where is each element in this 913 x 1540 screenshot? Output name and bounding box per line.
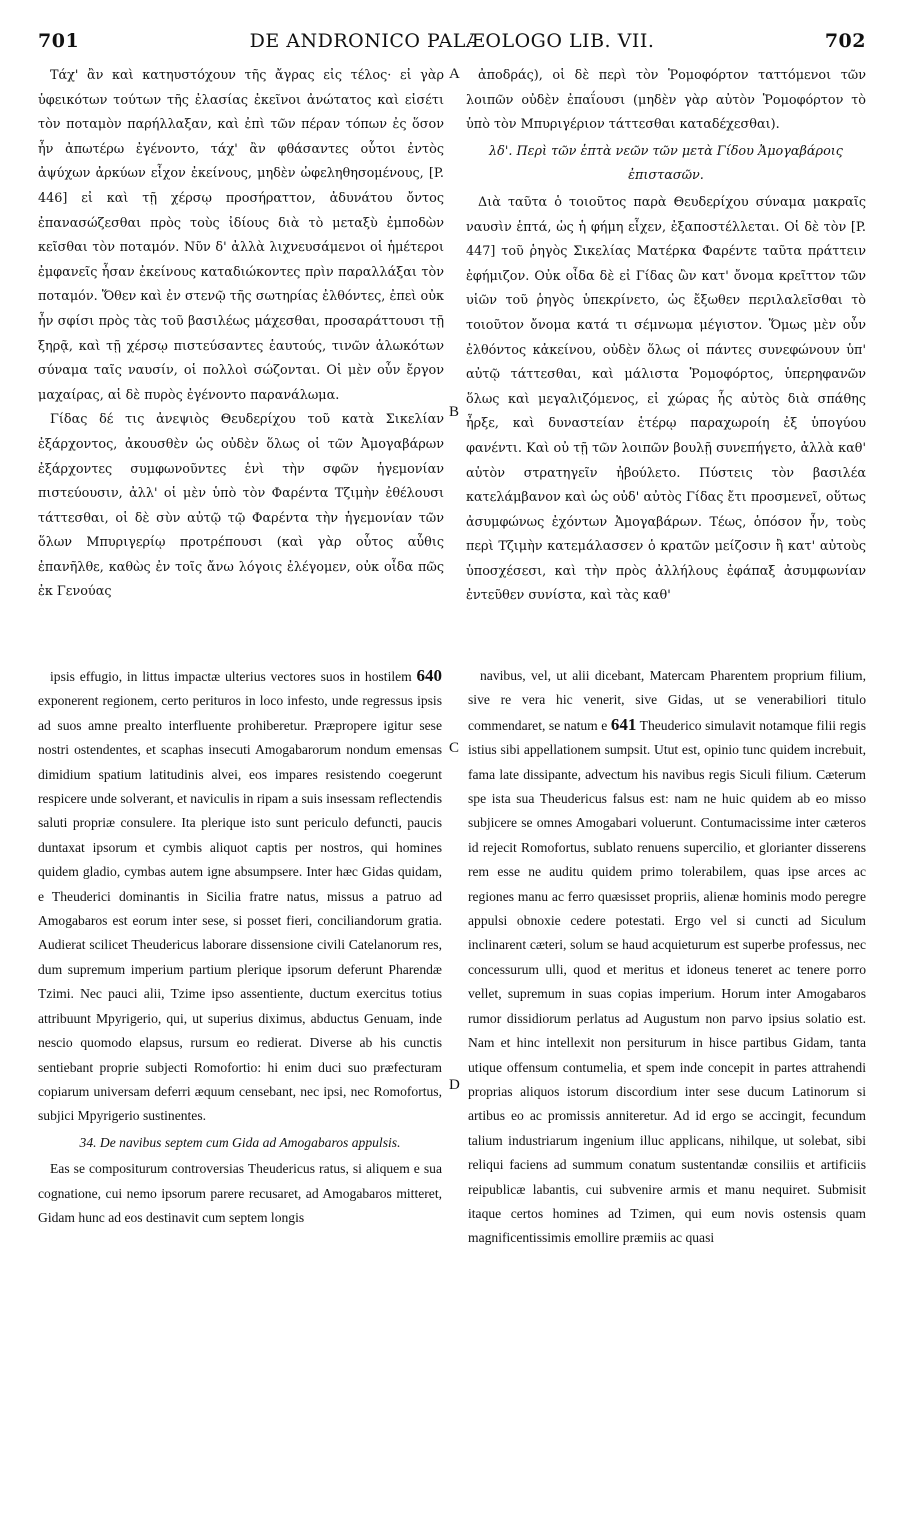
latin-left-text-b: exponerent regionem, certo perituros in loco infesto, unde regressus ipsis ad suos amne prealto interfluente prohiberetur. Præpropere igitur sese nostri ostendentes, et scaphas insecuti Amogabarorum nondum emensas dimidium spatium latitudinis alvei, eos impares resistendo coegerunt respicere unde solverant, et naviculis in ripam a suis insessam reflectendis saluti propriæ consulere. Ita plerique isto sunt periculo defuncti, paucis duntaxat ipsorum et cymbis aliquot captis per nostros, qui homines quidem gladio, cymbas autem igne absumpsere. Inter hæc Gidas quidam, e Theuderici dominantis in Sicilia fratre natus, missus a patruo ad Amogabaros est eorum inter sese, si posset fieri, conciliandorum gratia. Audierat scilicet Theudericus laborare dissensione civili Catelanorum res, dum supremum imperium partium plerique ipsorum deferunt Pharendæ Tzimi. Nec pauci alii, Tzime ipso assentiente, ductum exercitus totius attribuunt Mpyrigerio, qui, ut superius diximus, abductus Genuam, inde nescio quomodo elapsus, rursum eo redierat. Diverse ab his cunctis sentiebant proprie subjecti Romofortio: hi enim duci suo præfecturam copiarum universam deferri æquum censebant, nec ipsi, nec Romofortus, subjici Mpyrigerio sustinentes. xyxy=(38,693,442,1124)
marginal-page-number-640: 640 xyxy=(416,666,442,685)
greek-right-paragraph-2: Διὰ ταῦτα ὁ τοιοῦτος παρὰ Θευδερίχου σύναμα μακραῖς ναυσὶν ἑπτά, ὡς ἡ φήμη εἶχεν, ἐξαποστέλλεται. Οἱ δὲ τὸν [P. 447] τοῦ ῥηγὸς Σικελίας Ματέρκα Φαρέντε ταῦτα πράττειν ἐφήμιζον. Οὐκ οἶδα δὲ εἰ Γίδας ὢν κατ' ὄνομα κρεῖττον τῶν υἱῶν τοῦ ῥηγὸς ὑπεκρίνετο, ὡς ἔξωθεν περιλαλεῖσθαι τὸ τοιοῦτον ὄνομα κατά τι σέμνωμα μέγιστον. Ὅμως μὲν οὖν ἐλθόντος κἀκείνου, οὐδὲν ὅλως οἱ πάντες συνεφώνουν ὑπ' αὐτῷ τάττεσθαι, καὶ μάλιστα Ῥομοφόρτος, ὑπερηφανῶν ὅλως καὶ μεγαλιζόμενος, εἰ χώρας ἧς αὐτὸς διὰ σπάθης ἦρξε, καὶ δυναστείαν ἑτέρῳ παραχωροίη ἐξ ὑπογύου φανέντι. Καὶ οὐ τῇ τῶν λοιπῶν βουλῇ συνεπήγετο, ἀλλὰ καθ' αὑτὸν στρατηγεῖν ἠβούλετο. Πύστεις τὸν βασιλέα κατελάμβανον καὶ ὡς οὐδ' αὐτὸς Γίδας ἔτι προσμενεῖ, οὕτως ἀσυμφώνως ἐχόντων Ἀμογαβάρων. Τέως, ὁπόσον ἦν, τοὺς περὶ Τζιμὴν κατεμάλασσεν ὁ κρατῶν μείζοσιν ἢ κατ' αὐτοὺς ὑποσχέσεσι, καὶ τὴν πρὸς ἀλλήλους ἐφάπαξ ἀσυμφωνίαν ἐντεῦθεν συνίστα, καὶ τὰς καθ' xyxy=(466,194,866,604)
greek-right-paragraph-1: ἀποδράς), οἱ δὲ περὶ τὸν Ῥομοφόρτον ταττόμενοι τῶν λοιπῶν οὐδὲν ἐπαΐουσι (μηδὲν γὰρ αὐτὸν Ῥομοφόρτον τὸ ὑπὸ τὸν Μπυριγέριον τάττεσθαι καταδέχεσθαι). xyxy=(466,68,866,133)
running-header xyxy=(38,30,866,56)
margin-letter-a: A xyxy=(449,66,460,82)
margin-letter-c: C xyxy=(449,740,460,756)
margin-letter-d: D xyxy=(449,1077,460,1093)
latin-section-heading: 34. De navibus septem cum Gida ad Amogabaros appulsis. xyxy=(79,1134,401,1150)
latin-right-text-a: navibus, vel, ut alii dicebant, Matercam Pharentem proprium filium, sive re vera hic venerit, sive Gidas, ut se venerabiliori titulo commendaret, se natum e xyxy=(468,668,866,733)
latin-left-paragraph-2: Eas se compositurum controversias Theudericus ratus, si aliquem e sua cognatione, cui nemo ipsorum parere recusaret, ad Amogabaros mitteret, Gidam hunc ad eos destinavit cum septem longis xyxy=(38,1161,442,1225)
greek-left-paragraph-1: Τάχ' ἂν καὶ κατηυστόχουν τῆς ἄγρας εἰς τέλος· εἰ γὰρ ὑφεικότων τούτων τῆς ἐλασίας ἐκεῖνοι ἀνώτατος καὶ εἰσέτι τὸν ποταμὸν παρήλλαξαν, καὶ ἐπὶ τῶν πέραν τόπων ἐς ὅσον ἦν ἀπωτέρω ἐγένοντο, τάχ' ἂν φθάσαντες οὗτοι ἐντὸς ἀψύχων ἀρκύων εἶχον ἐκείνους, μηδὲν ὠφεληθησομένους, [P. 446] εἰ καὶ τῇ χέρσῳ προσήραττον, ἀδυνάτου ὄντος ἐπανασώζεσθαι πρὸς τοὺς ἰδίους διὰ τὸ μεταξὺ ἐμποδὼν κεῖσθαι τὸν ποταμόν. Νῦν δ' ἀλλὰ λιχνευσάμενοι οἱ ἡμέτεροι ἐμφανεῖς ἦσαν ἐκείνους καταδιώκοντες πρὶν παραλλάξαι τὸν ποταμόν. Ὅθεν καὶ ἐν στενῷ τῆς σωτηρίας ἐλθόντες, ἐπεὶ οὐκ ἦν σφίσι πρὸς τὰς τοῦ βασιλέως μάχεσθαι, προσαράττουσι τῇ ξηρᾷ, καὶ τῇ χέρσῳ πιστεύσαντες ἑαυτούς, τινῶν ἁλωκότων σύναμα ταῖς ναυσίν, οἱ πολλοὶ σώζονται. Οἱ μὲν οὖν ἔργον μαχαίρας, αἱ δὲ πυρὸς ἐγένοντο παρανάλωμα. xyxy=(38,68,444,403)
latin-column-left xyxy=(38,664,442,1424)
greek-column-left xyxy=(38,64,444,648)
greek-left-paragraph-2: Γίδας δέ τις ἀνεψιὸς Θευδερίχου τοῦ κατὰ Σικελίαν ἐξάρχοντος, ἀκουσθὲν ὡς οὐδὲν ὅλως οἱ τῶν Ἀμογαβάρων ἐξάρχοντες συμφωνοῦντες ἑνὶ τὴν σφῶν ἡγεμονίαν πιστεύουσιν, ἀλλ' οἱ μὲν ὑπὸ τὸν Φαρέντα Τζιμὴν ἐθέλουσι τάττεσθαι, οἱ δὲ σὺν αὐτῷ τῷ Φαρέντα τὴν ἡγεμονίαν τῶν ὅλων Μπυριγερίῳ προτρέπουσι (καὶ γὰρ οὗτος αὖθις ἐπανῆλθε, καθὼς ἐν τοῖς ἄνω λόγοις ἐλέγομεν, οὐκ οἶδα πῶς ἐκ Γενούας xyxy=(38,412,444,600)
latin-right-paragraph-1 xyxy=(468,664,866,1251)
marginal-page-number-641: 641 xyxy=(610,714,637,734)
latin-left-text-a: ipsis effugio, in littus impactæ ulterius vectores suos in hostilem xyxy=(50,669,417,684)
running-title: DE ANDRONICO PALÆOLOGO LIB. VII. xyxy=(249,30,655,52)
greek-section-heading: λδ'. Περὶ τῶν ἑπτὰ νεῶν τῶν μετὰ Γίδου Ἀμογαβάροις ἐπιστασῶν. xyxy=(489,143,843,184)
latin-right-text-b: Theuderico simulavit notamque filii regis istius sibi appellationem sumpsit. Utut est, opinio tunc quidem increbuit, fama late dissipante, advectum his navibus regis Siculi filium. Cæterum spe ista sua Theudericus falsus est: nam ne huic quidem ab eo misso subjicere se omnes Amogabari voluerunt. Contumacissime inter cæteros id rejecit Romofortus, sublato renuens supercilio, et glorianter disserens rem esse ne auditu quidem primo tolerabilem, quas ipse arces ac regiones manu ac ferro quæsisset propriis, alienæ hominis modo peregre appulsi obnoxie cedere potestati. Ergo vel si cuncti ad Siculum inclinarent cæteri, solum se haud acquieturum est superbe professus, nec concessurum ulli, quod et meritus et idoneus teneret ac tenere porro vellet, supremum in suas copias imperium. Horum inter Amogabaros rumor dissidiorum perlatus ad Augustum non parvo ipsius solatio est. Nam et hinc intellexit non persiturum in hisce partibus Gidam, tanta utique offensum contumelia, et spem inde concepit in partes attrahendi proprias aliquos istorum discordium inter sese ducum Latinorum si artibus eo ac promissis anniteretur. Ad id ergo se accingit, fecundum talium industriarum ingenium illuc applicans, nihilque, ut solebat, sibi reliqui faciens ad summum conatum sustentandæ consiliis et artificiis reipublicæ labantis, cui subvenire armis et manu nequiret. Submisit itaque certos homines ad Tzimen, qui eum novis ostensis quam magnificentissimis emollire præmiis ac quasi xyxy=(468,717,866,1246)
greek-column-right xyxy=(466,64,866,648)
margin-letter-b: B xyxy=(449,404,460,420)
page-number-right: 702 xyxy=(824,30,866,52)
latin-left-paragraph-1 xyxy=(38,664,442,1129)
latin-column-right xyxy=(468,664,866,1424)
page-number-left: 701 xyxy=(38,30,80,52)
